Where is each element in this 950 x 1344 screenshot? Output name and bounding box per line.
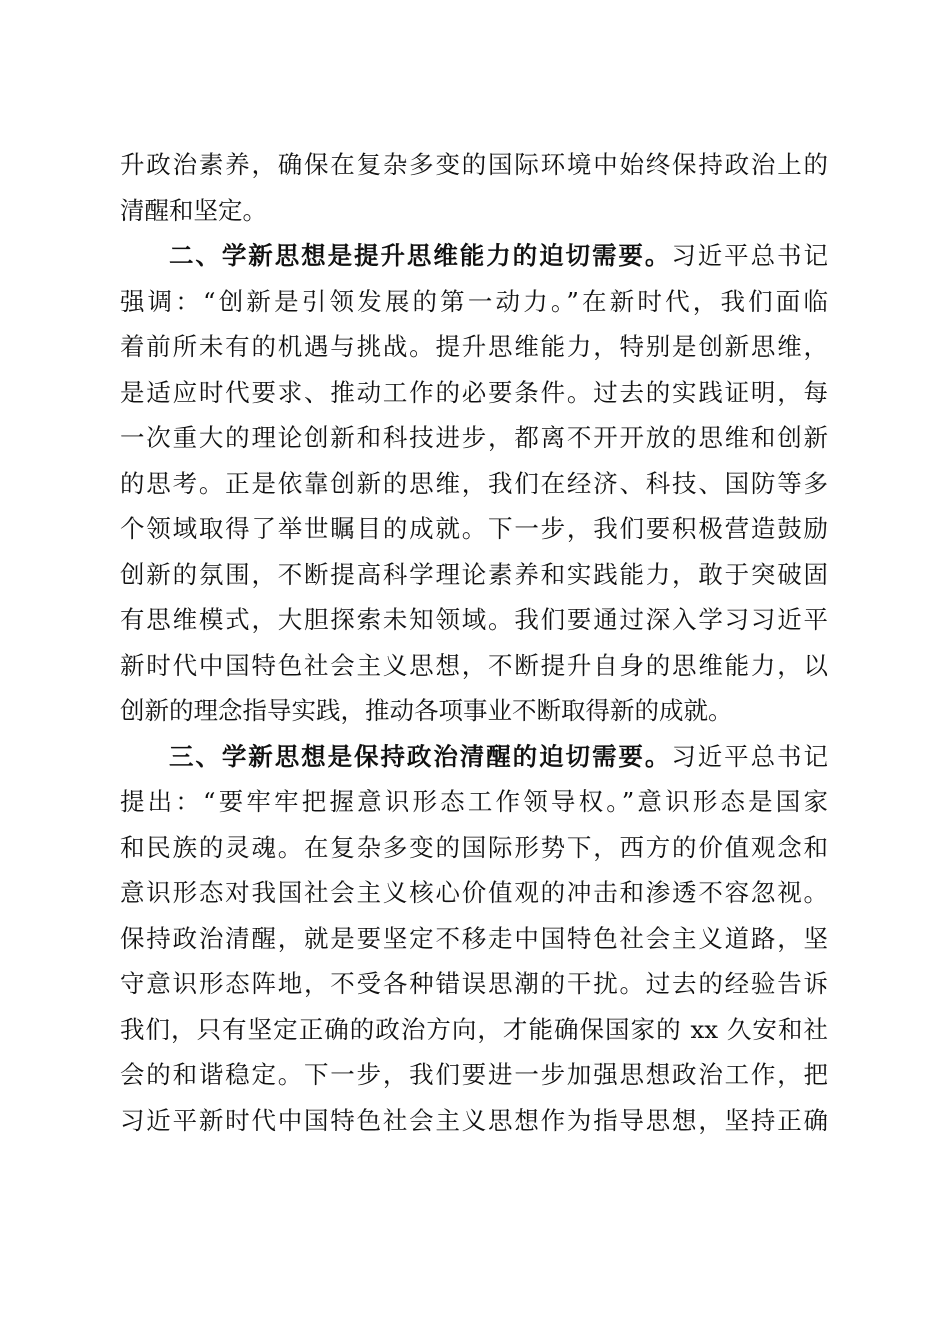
text-segment: 习近平总书记 xyxy=(671,241,828,270)
text-line: 一次重大的理论创新和科技进步，都离不开开放的思维和创新 xyxy=(120,423,828,452)
text-segment: 习近平总书记 xyxy=(671,741,828,771)
text-line: 有思维模式，大胆探索未知领域。我们要通过深入学习习近平 xyxy=(120,605,828,634)
text-line: 我们，只有坚定正确的政治方向，才能确保国家的 xx 久安和社 xyxy=(120,1014,828,1044)
text-line: 保持政治清醒，就是要坚定不移走中国特色社会主义道路，坚 xyxy=(120,923,828,953)
text-line: 和民族的灵魂。在复杂多变的国际形势下，西方的价值观念和 xyxy=(120,832,828,862)
paragraph-first-line xyxy=(120,233,828,279)
text-line: 守意识形态阵地，不受各种错误思潮的干扰。过去的经验告诉 xyxy=(120,969,828,998)
text-line: 新时代中国特色社会主义思想，不断提升自身的思维能力，以 xyxy=(120,650,828,680)
text-line: 的思考。正是依靠创新的思维，我们在经济、科技、国防等多 xyxy=(120,468,828,498)
text-line: 强调：“创新是引领发展的第一动力。”在新时代，我们面临 xyxy=(120,286,828,316)
text-line: 创新的理念指导实践，推动各项事业不断取得新的成就。 xyxy=(120,696,733,725)
text-line: 意识形态对我国社会主义核心价值观的冲击和渗透不容忽视。 xyxy=(120,878,828,907)
section-heading-2: 二、学新思想是提升思维能力的迫切需要。 xyxy=(169,241,672,270)
text-line: 个领域取得了举世瞩目的成就。下一步，我们要积极营造鼓励 xyxy=(120,514,828,543)
text-line: 着前所未有的机遇与挑战。提升思维能力，特别是创新思维， xyxy=(120,332,828,361)
text-line: 习近平新时代中国特色社会主义思想作为指导思想，坚持正确 xyxy=(120,1105,828,1135)
text-line: 创新的氛围，不断提高科学理论素养和实践能力，敢于突破固 xyxy=(120,559,828,589)
text-line: 提出：“要牢牢把握意识形态工作领导权。”意识形态是国家 xyxy=(120,787,828,816)
text-line: 清醒和坚定。 xyxy=(120,195,267,225)
text-line: 会的和谐稳定。下一步，我们要进一步加强思想政治工作，把 xyxy=(120,1060,828,1089)
document-body xyxy=(120,142,828,1143)
text-line: 升政治素养，确保在复杂多变的国际环境中始终保持政治上的 xyxy=(120,150,828,179)
text-line: 是适应时代要求、推动工作的必要条件。过去的实践证明，每 xyxy=(120,377,828,407)
section-heading-3: 三、学新思想是保持政治清醒的迫切需要。 xyxy=(169,741,672,771)
paragraph-first-line xyxy=(120,734,828,780)
